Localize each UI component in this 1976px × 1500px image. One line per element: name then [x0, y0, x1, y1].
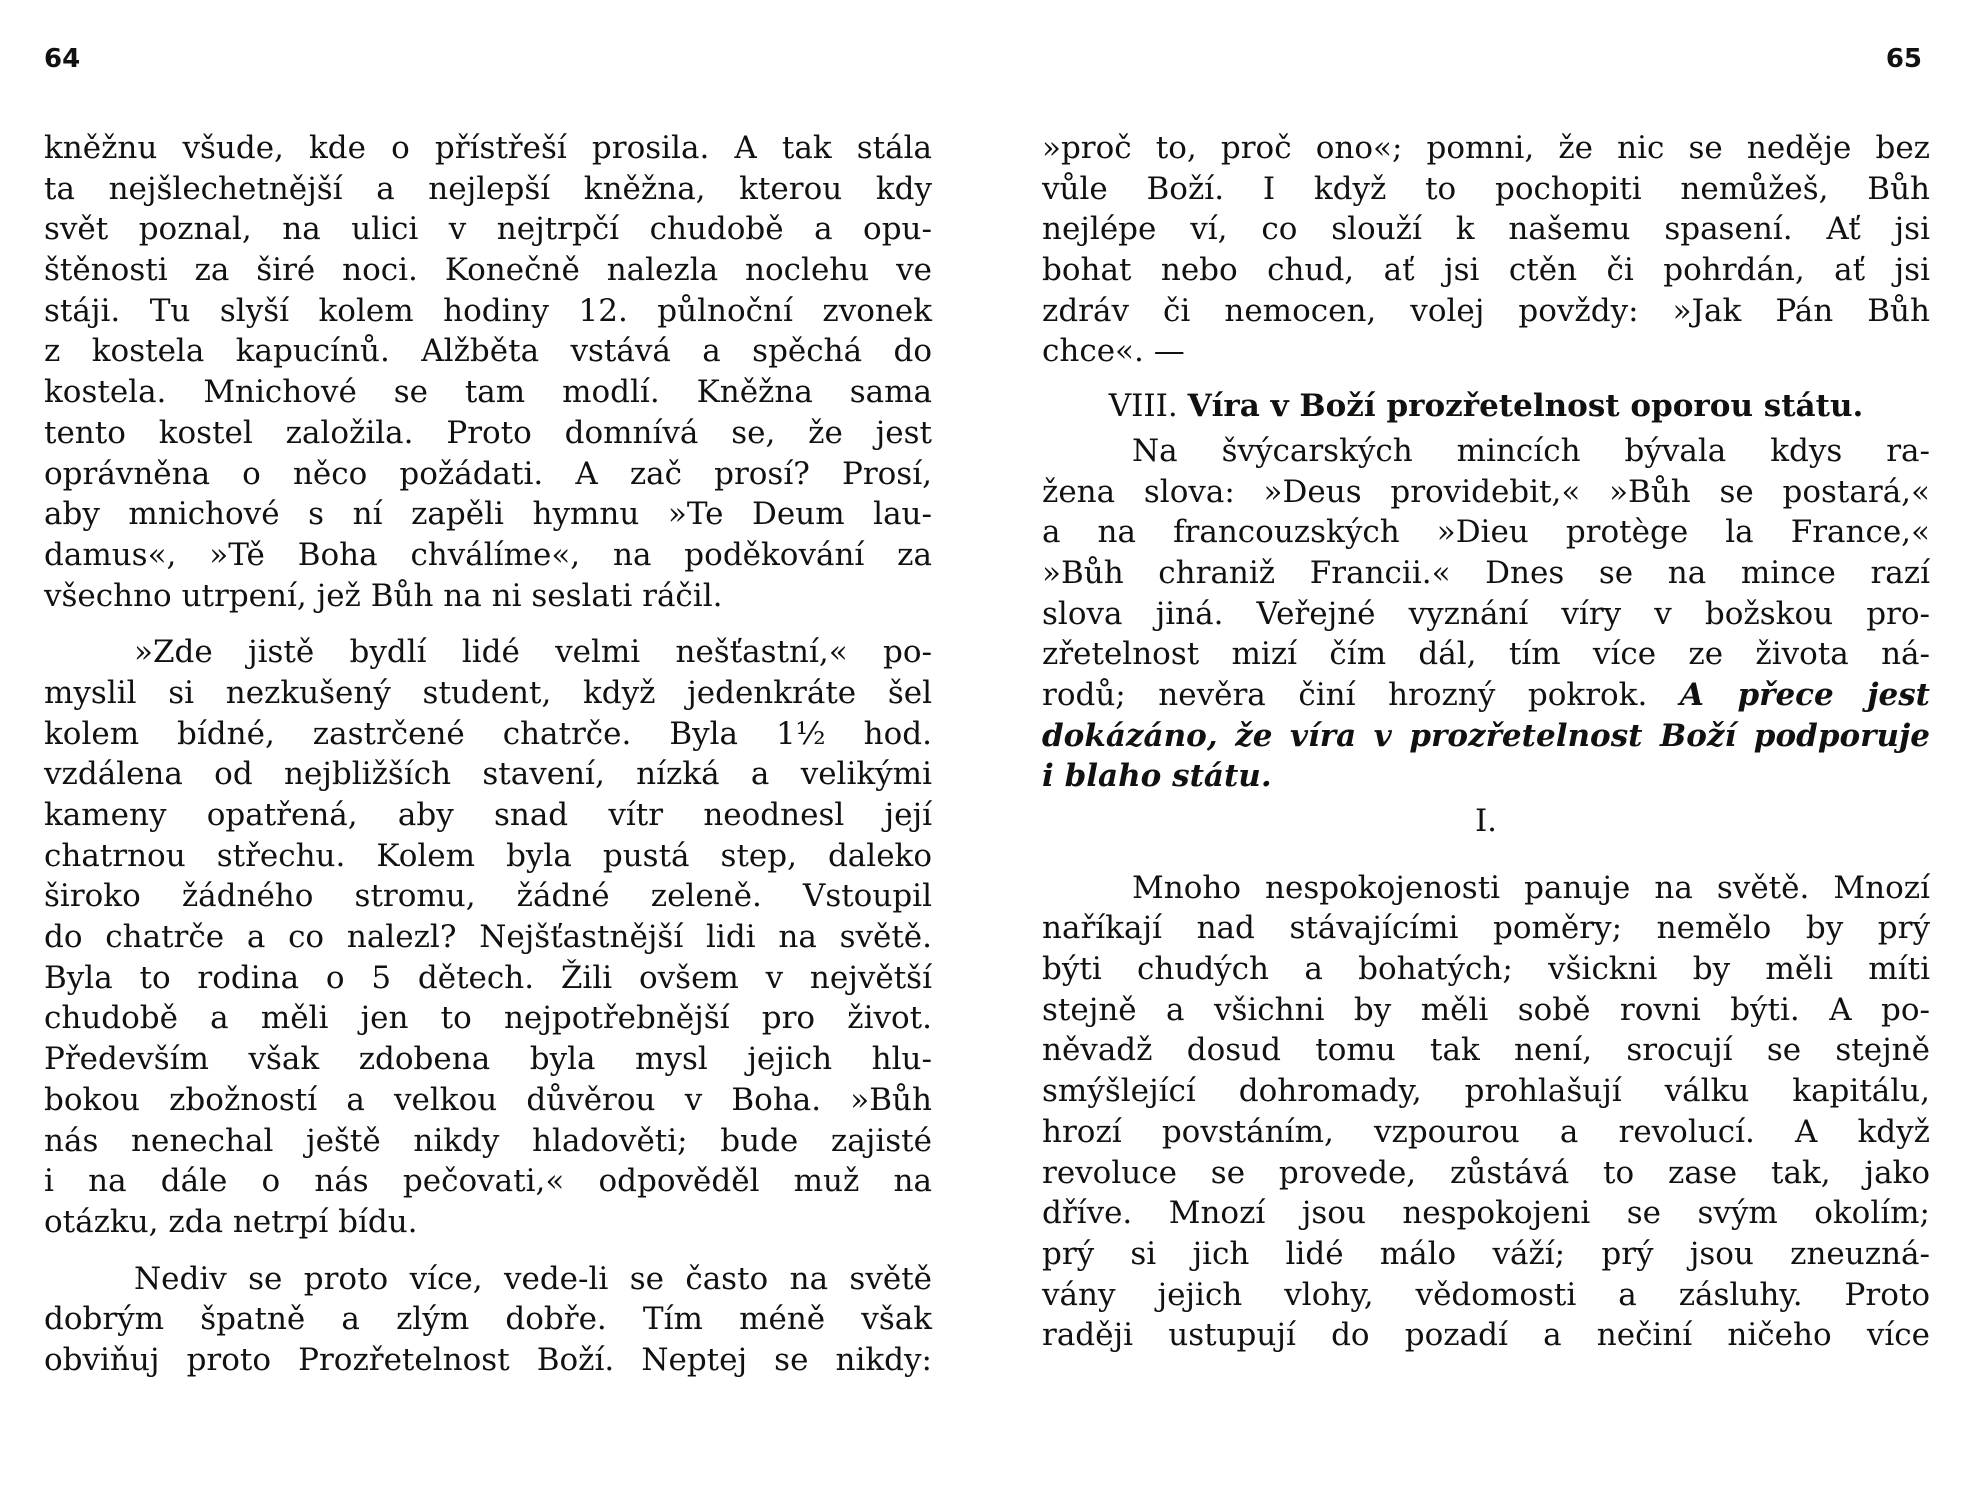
text-line: dobrým špatně a zlým dobře. Tím méně však [44, 1301, 932, 1338]
text-run: rodů; nevěra činí hrozný pokrok. [1042, 676, 1648, 713]
text-line: Nediv se proto více, vede-li se často na světě [134, 1260, 932, 1297]
text-line: Byla to rodina o 5 dětech. Žili ovšem v největší [44, 959, 932, 996]
text-line: do chatrče a co nalezl? Nejšťastnější lidi na světě. [44, 919, 932, 956]
text-line: chatrnou střechu. Kolem byla pustá step, daleko [44, 837, 932, 874]
section-numeral: I. [1474, 803, 1498, 839]
text-line: prý si jich lidé málo váží; prý jsou zneuzná- [1042, 1235, 1930, 1272]
text-line: kněžnu všude, kde o přístřeší prosila. A tak stála [44, 130, 932, 166]
emphasis-line: dokázáno, že víra v prozřetelnost Boží podporuje [1042, 717, 1930, 754]
text-line: býti chudých a bohatých; všickni by měli míti [1042, 951, 1930, 988]
text-line: vůle Boží. I když to pochopiti nemůžeš, Bůh [1042, 170, 1930, 207]
text-line: chudobě a měli jen to nejpotřebnější pro život. [44, 1000, 932, 1037]
paragraph [1042, 431, 1930, 797]
text-line: zřetelnost mizí čím dál, tím více ze života ná- [1042, 636, 1930, 673]
text-line: zdráv či nemocen, volej povždy: »Jak Pán Bůh [1042, 292, 1930, 329]
text-line: dříve. Mnozí jsou nespokojeni se svým okolím; [1042, 1195, 1930, 1232]
text-line: ta nejšlechetnější a nejlepší kněžna, kterou kdy [44, 170, 932, 207]
text-line: něvadž dosud tomu tak není, srocují se stejně [1042, 1032, 1930, 1069]
text-line: svět poznal, na ulici v nejtrpčí chudobě a opu- [44, 211, 932, 248]
page-number: 65 [1885, 44, 1922, 74]
text-line: raději ustupují do pozadí a nečiní ničeho více [1042, 1317, 1930, 1354]
text-line: z kostela kapucínů. Alžběta vstává a spěchá do [44, 333, 932, 370]
text-line: slova jiná. Veřejné vyznání víry v božskou pro- [1042, 595, 1930, 632]
chapter-heading [1042, 386, 1930, 427]
text-line: »Zde jistě bydlí lidé velmi nešťastní,« po- [134, 634, 932, 671]
text-line: kameny opatřená, aby snad vítr neodnesl její [44, 797, 932, 833]
text-line: vány jejich vlohy, vědomosti a zásluhy. Proto [1042, 1276, 1930, 1313]
text-line: smýšlející dohromady, prohlašují válku kapitálu, [1042, 1073, 1930, 1110]
text-line: kolem bídné, zastrčené chatrče. Byla 1½ hod. [44, 715, 932, 752]
text-line: »proč to, proč ono«; pomni, že nic se neděje bez [1042, 130, 1930, 166]
emphasis-text: A přece jest [1679, 676, 1930, 713]
left-page-body [44, 128, 932, 1381]
text-line: naříkají nad stávajícími poměry; nemělo by prý [1042, 910, 1930, 947]
text-line: »Bůh chraniž Francii.« Dnes se na mince razí [1042, 554, 1930, 591]
chapter-number: VIII. [1108, 388, 1178, 425]
text-line: myslil si nezkušený student, když jedenkráte šel [44, 674, 932, 711]
text-line: revoluce se provede, zůstává to zase tak, jako [1042, 1154, 1930, 1191]
page-number: 64 [44, 44, 81, 74]
text-line: stáji. Tu slyší kolem hodiny 12. půlnoční zvonek [44, 292, 932, 329]
text-line: damus«, »Tě Boha chválíme«, na poděkování za [44, 536, 932, 573]
text-line: kostela. Mnichové se tam modlí. Kněžna sama [44, 374, 932, 411]
text-line: všechno utrpení, jež Bůh na ni seslati ráčil. [44, 577, 723, 614]
text-line: bokou zbožností a velkou důvěrou v Boha. »Bůh [44, 1081, 932, 1118]
text-line: oprávněna o něco požádati. A zač prosí? Prosí, [44, 455, 932, 492]
text-line: žena slova: »Deus providebit,« »Bůh se postará,« [1042, 473, 1930, 510]
right-page [1042, 0, 1930, 1500]
text-line: tento kostel založila. Proto domnívá se, že jest [44, 414, 932, 451]
text-line: nejlépe ví, co slouží k našemu spasení. Ať jsi [1042, 211, 1930, 248]
chapter-title: Víra v Boží prozřetelnost oporou státu. [1187, 388, 1864, 425]
text-line: nás nenechal ještě nikdy hladověti; bude zajisté [44, 1122, 932, 1159]
text-line: Především však zdobena byla mysl jejich hlu- [44, 1041, 932, 1078]
text-line: aby mnichové s ní zapěli hymnu »Te Deum lau- [44, 496, 932, 533]
text-line: stejně a všichni by měli sobě rovni býti. A po- [1042, 991, 1930, 1028]
paragraph [44, 1259, 932, 1381]
text-line: štěnosti za širé noci. Konečně nalezla noclehu ve [44, 252, 932, 289]
text-line: bohat nebo chud, ať jsi ctěn či pohrdán, ať jsi [1042, 252, 1930, 289]
text-line: vzdálena od nejbližších stavení, nízká a velikými [44, 756, 932, 793]
text-line: široko žádného stromu, žádné zeleně. Vstoupil [44, 878, 932, 915]
text-line: Mnoho nespokojenosti panuje na světě. Mnozí [1132, 869, 1930, 906]
text-line: a na francouzských »Dieu protège la France,« [1042, 514, 1930, 551]
paragraph [1042, 868, 1930, 1356]
text-line: hrozí povstáním, vzpourou a revolucí. A když [1042, 1113, 1930, 1150]
text-line: otázku, zda netrpí bídu. [44, 1203, 418, 1240]
text-line [1042, 675, 1930, 716]
text-line: i na dále o nás pečovati,« odpověděl muž na [44, 1163, 932, 1200]
emphasis-line: i blaho státu. [1042, 758, 1272, 795]
paragraph [1042, 128, 1930, 372]
paragraph [44, 128, 932, 616]
right-page-body [1042, 128, 1930, 1356]
text-line: chce«. — [1042, 333, 1185, 370]
text-line: obviňuj proto Prozřetelnost Boží. Neptej se nikdy: [44, 1341, 932, 1378]
left-page [44, 0, 932, 1500]
text-line: Na švýcarských mincích bývala kdys ra- [1132, 432, 1930, 469]
paragraph [44, 632, 932, 1242]
